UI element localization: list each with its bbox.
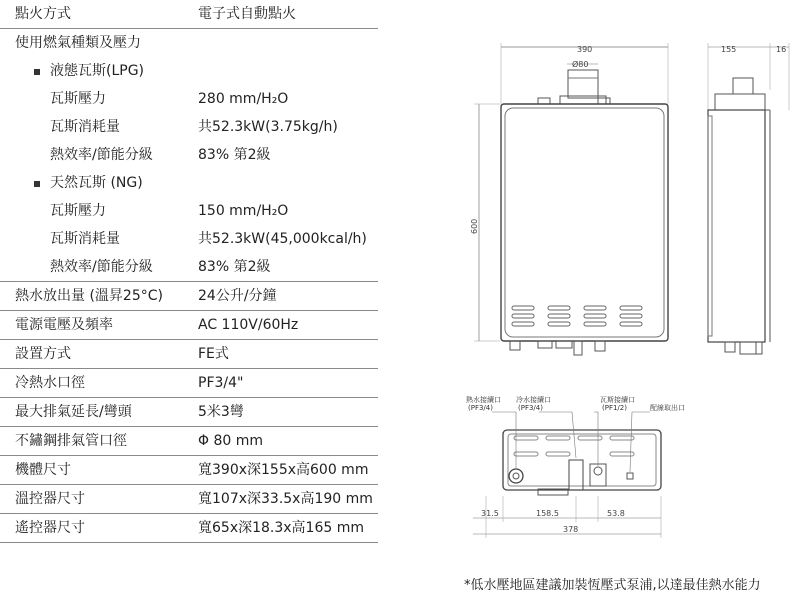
spec-label: 最大排氣延長/彎頭 <box>15 404 132 420</box>
spec-label: 冷熱水口徑 <box>15 375 85 391</box>
dim-53-8: 53.8 <box>607 509 625 518</box>
spec-label: 熱效率/節能分級 <box>50 147 153 163</box>
spec-label: 瓦斯消耗量 <box>50 231 120 247</box>
dim-pipe-80: Ø80 <box>572 60 589 69</box>
spec-label: 瓦斯消耗量 <box>50 119 120 135</box>
spec-value: 電子式自動點火 <box>198 6 296 22</box>
footnote: *低水壓地區建議加裝恆壓式泵浦,以達最佳熱水能力 <box>464 578 761 593</box>
spec-label: 機體尺寸 <box>15 462 71 478</box>
label-cold-water: 冷水接續口 <box>516 396 551 404</box>
spec-group-label: 天然瓦斯 (NG) <box>50 175 143 191</box>
spec-value: 280 mm/H₂O <box>198 91 289 107</box>
spec-value: 83% 第2級 <box>198 259 271 275</box>
spec-label: 瓦斯壓力 <box>50 91 106 107</box>
label-gas-size: (PF1/2) <box>602 404 627 412</box>
spec-value: 83% 第2級 <box>198 147 271 163</box>
dim-378: 378 <box>563 525 579 534</box>
spec-value: AC 110V/60Hz <box>198 317 299 333</box>
spec-value: 寬107x深33.5x高190 mm <box>198 491 373 507</box>
spec-label: 不鏽鋼排氣管口徑 <box>15 433 127 449</box>
spec-value: 5米3彎 <box>198 404 244 420</box>
spec-value: 寬390x深155x高600 mm <box>198 462 369 478</box>
dim-31-5: 31.5 <box>481 509 499 518</box>
spec-value: FE式 <box>198 346 229 362</box>
spec-value: 150 mm/H₂O <box>198 203 289 219</box>
spec-value: 24公升/分鐘 <box>198 288 277 304</box>
label-hot-water-size: (PF3/4) <box>468 404 493 412</box>
spec-label: 溫控器尺寸 <box>15 491 85 507</box>
spec-label: 使用燃氣種類及壓力 <box>15 35 141 51</box>
spec-label: 熱效率/節能分級 <box>50 259 153 275</box>
spec-value: Φ 80 mm <box>198 433 264 449</box>
spec-label: 電源電壓及頻率 <box>15 317 113 333</box>
spec-label: 熱水放出量 (溫昇25°C) <box>15 288 163 304</box>
spec-value: 共52.3kW(45,000kcal/h) <box>198 231 367 247</box>
bottom-view <box>473 412 661 538</box>
label-hot-water: 熱水接續口 <box>466 396 501 404</box>
spec-label: 設置方式 <box>15 346 71 362</box>
spec-value: 共52.3kW(3.75kg/h) <box>198 119 338 135</box>
front-view <box>474 43 668 355</box>
label-wire: 配線取出口 <box>650 404 685 412</box>
side-view <box>708 43 789 354</box>
label-cold-water-size: (PF3/4) <box>518 404 543 412</box>
spec-label: 遙控器尺寸 <box>15 520 85 536</box>
dim-depth-155: 155 <box>721 45 737 54</box>
spec-group-label: 液態瓦斯(LPG) <box>50 63 145 79</box>
dim-height-600: 600 <box>470 218 479 234</box>
label-gas: 瓦斯接續口 <box>600 396 635 404</box>
spec-label: 瓦斯壓力 <box>50 203 106 219</box>
dim-offset-16: 16 <box>776 45 787 54</box>
spec-label: 點火方式 <box>15 6 71 22</box>
dim-158-5: 158.5 <box>536 509 559 518</box>
spec-value: PF3/4" <box>198 375 244 391</box>
dim-width-390: 390 <box>577 45 593 54</box>
spec-value: 寬65x深18.3x高165 mm <box>198 520 365 536</box>
